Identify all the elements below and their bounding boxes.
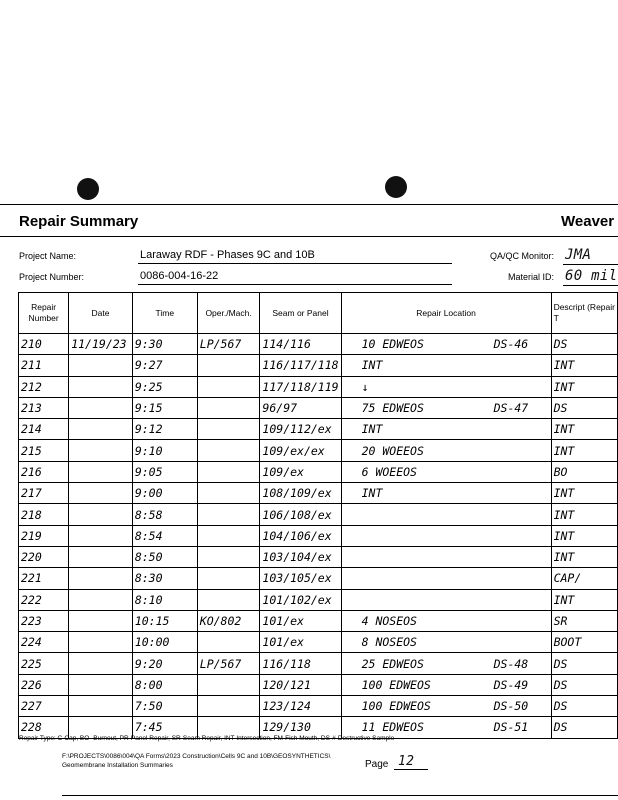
- cell-loc: [341, 504, 551, 525]
- repair-table: [18, 292, 618, 739]
- project-number-underline: [138, 284, 452, 285]
- table-row: [19, 674, 618, 695]
- qaqc-underline: [563, 264, 618, 265]
- cell-desc: DS: [551, 696, 617, 717]
- cell-time: 9:15: [132, 397, 197, 418]
- table-row: [19, 355, 618, 376]
- cell-loc: [341, 632, 551, 653]
- cell-time: 10:00: [132, 632, 197, 653]
- cell-oper: [197, 696, 260, 717]
- cell-desc: DS: [551, 334, 617, 355]
- cell-num: 214: [19, 419, 69, 440]
- cell-num: 223: [19, 610, 69, 631]
- cell-num: 218: [19, 504, 69, 525]
- cell-num: 225: [19, 653, 69, 674]
- cell-desc: DS: [551, 674, 617, 695]
- cell-num: 219: [19, 525, 69, 546]
- cell-oper: LP/567: [197, 653, 260, 674]
- cell-time: 7:50: [132, 696, 197, 717]
- col-header-oper: Oper./Mach.: [197, 293, 260, 334]
- cell-oper: [197, 419, 260, 440]
- table-row: [19, 483, 618, 504]
- cell-desc: INT: [551, 525, 617, 546]
- location-text: [344, 593, 362, 607]
- project-name-value: Laraway RDF - Phases 9C and 10B: [140, 249, 315, 261]
- page-number: 12: [398, 754, 415, 769]
- location-text: [344, 571, 362, 585]
- company-name: Weaver: [561, 213, 615, 230]
- project-name-underline: [138, 263, 452, 264]
- cell-desc: BO: [551, 461, 617, 482]
- cell-time: 9:30: [132, 334, 197, 355]
- cell-oper: [197, 483, 260, 504]
- destructive-sample-id: DS-46: [493, 337, 529, 352]
- cell-loc: [341, 696, 551, 717]
- location-text: 20 WOEEOS: [361, 443, 424, 458]
- cell-oper: [197, 440, 260, 461]
- cell-oper: KO/802: [197, 610, 260, 631]
- cell-seam: 109/ex: [260, 461, 341, 482]
- cell-loc: [341, 525, 551, 546]
- cell-seam: 116/118: [260, 653, 341, 674]
- cell-seam: 101/ex: [260, 610, 341, 631]
- cell-oper: [197, 674, 260, 695]
- cell-time: 9:20: [132, 653, 197, 674]
- table-row: [19, 589, 618, 610]
- table-row: [19, 568, 618, 589]
- cell-date: [69, 355, 133, 376]
- document-title: Repair Summary: [19, 213, 139, 230]
- table-row: [19, 419, 618, 440]
- header-rule: [0, 204, 618, 205]
- cell-desc: BOOT: [551, 632, 617, 653]
- table-row: [19, 546, 618, 567]
- cell-date: [69, 397, 133, 418]
- cell-num: 210: [19, 334, 69, 355]
- cell-seam: 106/108/ex: [260, 504, 341, 525]
- cell-desc: INT: [551, 483, 617, 504]
- cell-desc: INT: [551, 376, 617, 397]
- location-text: [344, 529, 362, 543]
- cell-time: 8:10: [132, 589, 197, 610]
- cell-time: 9:12: [132, 419, 197, 440]
- location-text: 8 NOSEOS: [361, 635, 417, 650]
- location-text: 100 EDWEOS: [361, 677, 431, 692]
- cell-date: [69, 525, 133, 546]
- project-name-label: Project Name:: [19, 251, 77, 261]
- table-row: [19, 525, 618, 546]
- cell-num: 224: [19, 632, 69, 653]
- cell-seam: 114/116: [260, 334, 341, 355]
- location-text: INT: [361, 358, 383, 373]
- material-underline: [563, 285, 618, 286]
- cell-date: [69, 483, 133, 504]
- cell-date: [69, 610, 133, 631]
- cell-oper: [197, 355, 260, 376]
- cell-seam: 109/ex/ex: [260, 440, 341, 461]
- cell-time: 10:15: [132, 610, 197, 631]
- cell-time: 9:05: [132, 461, 197, 482]
- cell-date: 11/19/23: [69, 334, 133, 355]
- cell-loc: [341, 376, 551, 397]
- cell-loc: [341, 419, 551, 440]
- col-header-seam: Seam or Panel: [260, 293, 341, 334]
- file-path-line-2: Geomembrane Installation Summaries: [62, 762, 173, 769]
- page-label: Page: [365, 759, 389, 770]
- cell-date: [69, 696, 133, 717]
- project-number-label: Project Number:: [19, 272, 85, 282]
- cell-seam: 129/130: [260, 717, 341, 738]
- cell-date: [69, 419, 133, 440]
- cell-date: [69, 440, 133, 461]
- destructive-sample-id: DS-47: [493, 401, 529, 416]
- cell-oper: [197, 546, 260, 567]
- table-row: [19, 504, 618, 525]
- cell-seam: 103/105/ex: [260, 568, 341, 589]
- cell-date: [69, 504, 133, 525]
- project-number-value: 0086-004-16-22: [140, 270, 219, 282]
- material-label: Material ID:: [508, 272, 555, 282]
- cell-seam: 109/112/ex: [260, 419, 341, 440]
- cell-loc: [341, 461, 551, 482]
- cell-time: 7:45: [132, 717, 197, 738]
- cell-oper: [197, 589, 260, 610]
- table-row: [19, 696, 618, 717]
- destructive-sample-id: DS-50: [493, 699, 529, 714]
- destructive-sample-id: DS-51: [493, 720, 529, 735]
- cell-oper: [197, 504, 260, 525]
- cell-num: 221: [19, 568, 69, 589]
- location-text: ↓: [361, 379, 369, 394]
- cell-loc: [341, 397, 551, 418]
- cell-desc: INT: [551, 440, 617, 461]
- cell-desc: INT: [551, 419, 617, 440]
- table-row: [19, 653, 618, 674]
- cell-num: 220: [19, 546, 69, 567]
- location-text: INT: [361, 422, 383, 437]
- cell-oper: [197, 632, 260, 653]
- cell-loc: [341, 483, 551, 504]
- cell-time: 8:00: [132, 674, 197, 695]
- col-header-location: Repair Location: [341, 293, 551, 334]
- location-text: [344, 508, 362, 522]
- cell-desc: SR: [551, 610, 617, 631]
- cell-seam: 96/97: [260, 397, 341, 418]
- repair-type-legend: Repair Type: C-Cap, BO- Burnout, PR-Panel Repair, SR-Seam Repair, INT-Intersection, FM-Fish Mouth, DS-#-Destructive Sample: [19, 735, 395, 742]
- col-header-description: Descript (Repair T: [551, 293, 617, 334]
- table-row: [19, 461, 618, 482]
- cell-num: 228: [19, 717, 69, 738]
- cell-seam: 108/109/ex: [260, 483, 341, 504]
- location-text: 6 WOEEOS: [361, 464, 417, 479]
- cell-oper: [197, 461, 260, 482]
- cell-time: 9:00: [132, 483, 197, 504]
- cell-loc: [341, 674, 551, 695]
- cell-date: [69, 632, 133, 653]
- cell-oper: [197, 376, 260, 397]
- cell-desc: CAP/: [551, 568, 617, 589]
- punch-hole-left: [77, 178, 99, 200]
- cell-num: 212: [19, 376, 69, 397]
- location-text: 25 EDWEOS: [361, 656, 424, 671]
- cell-loc: [341, 355, 551, 376]
- cell-time: 8:54: [132, 525, 197, 546]
- page-underline: [394, 769, 428, 770]
- table-row: [19, 632, 618, 653]
- cell-date: [69, 461, 133, 482]
- destructive-sample-id: DS-48: [493, 656, 529, 671]
- cell-oper: [197, 397, 260, 418]
- location-text: INT: [361, 486, 383, 501]
- qaqc-value: JMA: [565, 247, 592, 263]
- table-row: [19, 610, 618, 631]
- cell-desc: INT: [551, 355, 617, 376]
- col-header-time: Time: [132, 293, 197, 334]
- cell-oper: LP/567: [197, 334, 260, 355]
- punch-hole-right: [385, 176, 407, 198]
- location-text: 11 EDWEOS: [361, 720, 424, 735]
- cell-desc: DS: [551, 653, 617, 674]
- cell-date: [69, 546, 133, 567]
- cell-seam: 116/117/118: [260, 355, 341, 376]
- cell-num: 226: [19, 674, 69, 695]
- cell-num: 211: [19, 355, 69, 376]
- cell-desc: DS: [551, 717, 617, 738]
- cell-seam: 104/106/ex: [260, 525, 341, 546]
- cell-time: 9:27: [132, 355, 197, 376]
- table-row: [19, 334, 618, 355]
- table-header-row: [19, 293, 618, 334]
- cell-seam: 101/ex: [260, 632, 341, 653]
- cell-num: 217: [19, 483, 69, 504]
- title-rule: [0, 236, 618, 237]
- cell-seam: 120/121: [260, 674, 341, 695]
- destructive-sample-id: DS-49: [493, 677, 529, 692]
- cell-time: 8:50: [132, 546, 197, 567]
- cell-desc: INT: [551, 546, 617, 567]
- cell-date: [69, 674, 133, 695]
- cell-seam: 117/118/119: [260, 376, 341, 397]
- table-row: [19, 440, 618, 461]
- cell-desc: DS: [551, 397, 617, 418]
- material-value: 60 mil: [565, 268, 618, 284]
- cell-num: 227: [19, 696, 69, 717]
- col-header-repair-number: Repair Number: [19, 293, 69, 334]
- qaqc-label: QA/QC Monitor:: [490, 251, 555, 261]
- footer-rule: [62, 795, 618, 796]
- cell-num: 222: [19, 589, 69, 610]
- table-row: [19, 397, 618, 418]
- cell-date: [69, 653, 133, 674]
- cell-loc: [341, 334, 551, 355]
- col-header-date: Date: [69, 293, 133, 334]
- cell-time: 9:25: [132, 376, 197, 397]
- table-row: [19, 376, 618, 397]
- cell-seam: 101/102/ex: [260, 589, 341, 610]
- cell-time: 8:30: [132, 568, 197, 589]
- cell-loc: [341, 440, 551, 461]
- cell-desc: INT: [551, 504, 617, 525]
- cell-num: 213: [19, 397, 69, 418]
- cell-date: [69, 589, 133, 610]
- cell-num: 215: [19, 440, 69, 461]
- cell-seam: 103/104/ex: [260, 546, 341, 567]
- cell-date: [69, 568, 133, 589]
- cell-seam: 123/124: [260, 696, 341, 717]
- cell-desc: INT: [551, 589, 617, 610]
- cell-loc: [341, 589, 551, 610]
- cell-loc: [341, 568, 551, 589]
- location-text: 100 EDWEOS: [361, 699, 431, 714]
- cell-oper: [197, 568, 260, 589]
- cell-loc: [341, 653, 551, 674]
- location-text: 4 NOSEOS: [361, 614, 417, 628]
- cell-time: 9:10: [132, 440, 197, 461]
- cell-num: 216: [19, 461, 69, 482]
- location-text: 10 EDWEOS: [361, 337, 424, 352]
- cell-loc: [341, 546, 551, 567]
- location-text: 75 EDWEOS: [361, 401, 424, 416]
- location-text: [344, 550, 362, 564]
- cell-loc: [341, 610, 551, 631]
- cell-time: 8:58: [132, 504, 197, 525]
- cell-oper: [197, 525, 260, 546]
- cell-date: [69, 376, 133, 397]
- file-path-line-1: F:\PROJECTS\0086\004\QA Forms\2023 Construction\Cells 9C and 10B\GEOSYNTHETICS\: [62, 753, 331, 760]
